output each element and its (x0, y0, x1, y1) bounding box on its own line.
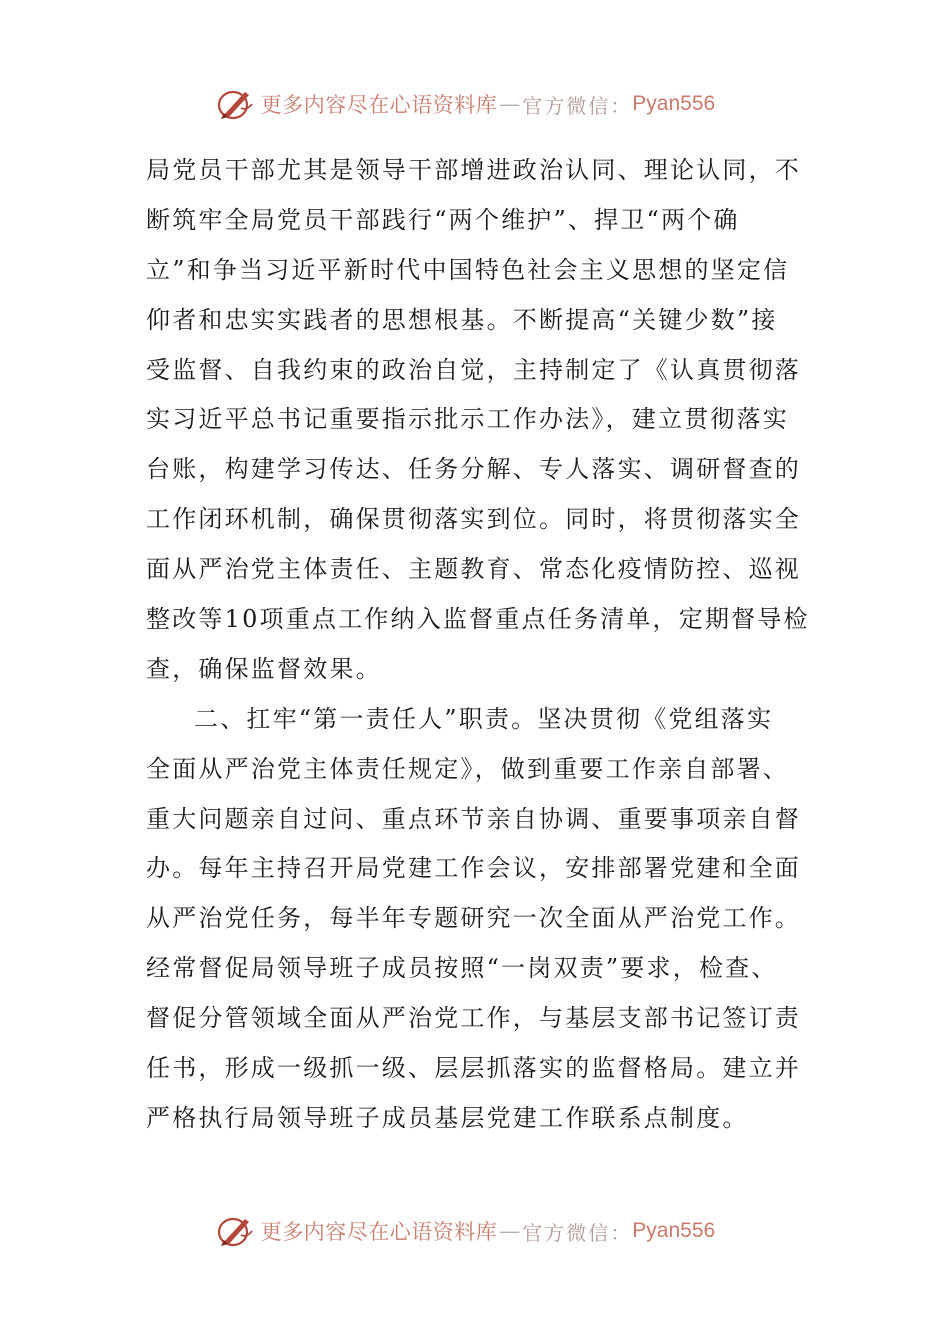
pen-logo-icon (215, 1213, 255, 1249)
body-line: 受监督、自我约束的政治自觉，主持制定了《认真贯彻落 (146, 355, 801, 384)
watermark-dash: — (499, 92, 521, 116)
document-body (146, 146, 810, 1144)
body-line: 仰者和忠实实践者的思想根基。不断提高“关键少数”接 (146, 305, 778, 334)
body-line: 重大问题亲自过问、重点环节亲自协调、重要事项亲自督 (146, 804, 801, 833)
body-line: 面从严治党主体责任、主题教育、常态化疫情防控、巡视 (146, 555, 801, 584)
watermark-main-text: 更多内容尽在心语资料库 (260, 1220, 498, 1244)
section-heading-line: 二、扛牢“第一责任人”职责。坚决贯彻《党组落实 (194, 704, 774, 733)
footer-watermark (0, 1211, 950, 1251)
body-line: 查，确保监督效果。 (146, 654, 382, 683)
watermark-id: Pyan556 (632, 1219, 716, 1242)
watermark-dash: — (499, 1219, 521, 1243)
watermark-sub-text: 官方微信： (522, 93, 633, 118)
body-line: 工作闭环机制，确保贯彻落实到位。同时，将贯彻落实全 (146, 505, 801, 534)
body-line: 断筑牢全局党员干部践行“两个维护”、捍卫“两个确 (146, 205, 740, 234)
pen-logo-icon (215, 86, 255, 122)
body-line: 台账，构建学习传达、任务分解、专人落实、调研督查的 (146, 455, 801, 484)
body-line: 整改等10项重点工作纳入监督重点任务清单，定期督导检 (146, 605, 810, 634)
body-line: 立”和争当习近平新时代中国特色社会主义思想的坚定信 (146, 255, 790, 284)
body-line: 实习近平总书记重要指示批示工作办法》，建立贯彻落实 (146, 405, 789, 434)
header-watermark (0, 84, 950, 124)
body-line: 局党员干部尤其是领导干部增进政治认同、理论认同，不 (146, 156, 801, 184)
watermark-sub-text: 官方微信： (522, 1220, 633, 1245)
body-line: 从严治党任务，每半年专题研究一次全面从严治党工作。 (146, 904, 801, 933)
body-line: 严格执行局领导班子成员基层党建工作联系点制度。 (146, 1103, 749, 1132)
watermark-id: Pyan556 (632, 92, 716, 115)
body-line: 任书，形成一级抓一级、层层抓落实的监督格局。建立并 (146, 1054, 801, 1083)
body-line: 经常督促局领导班子成员按照“一岗双责”要求，检查、 (146, 954, 778, 983)
body-line: 全面从严治党主体责任规定》，做到重要工作亲自部署、 (146, 754, 789, 783)
watermark-main-text: 更多内容尽在心语资料库 (260, 93, 498, 117)
body-line: 督促分管领域全面从严治党工作，与基层支部书记签订责 (146, 1004, 801, 1033)
body-line: 办。每年主持召开局党建工作会议，安排部署党建和全面 (146, 854, 801, 883)
